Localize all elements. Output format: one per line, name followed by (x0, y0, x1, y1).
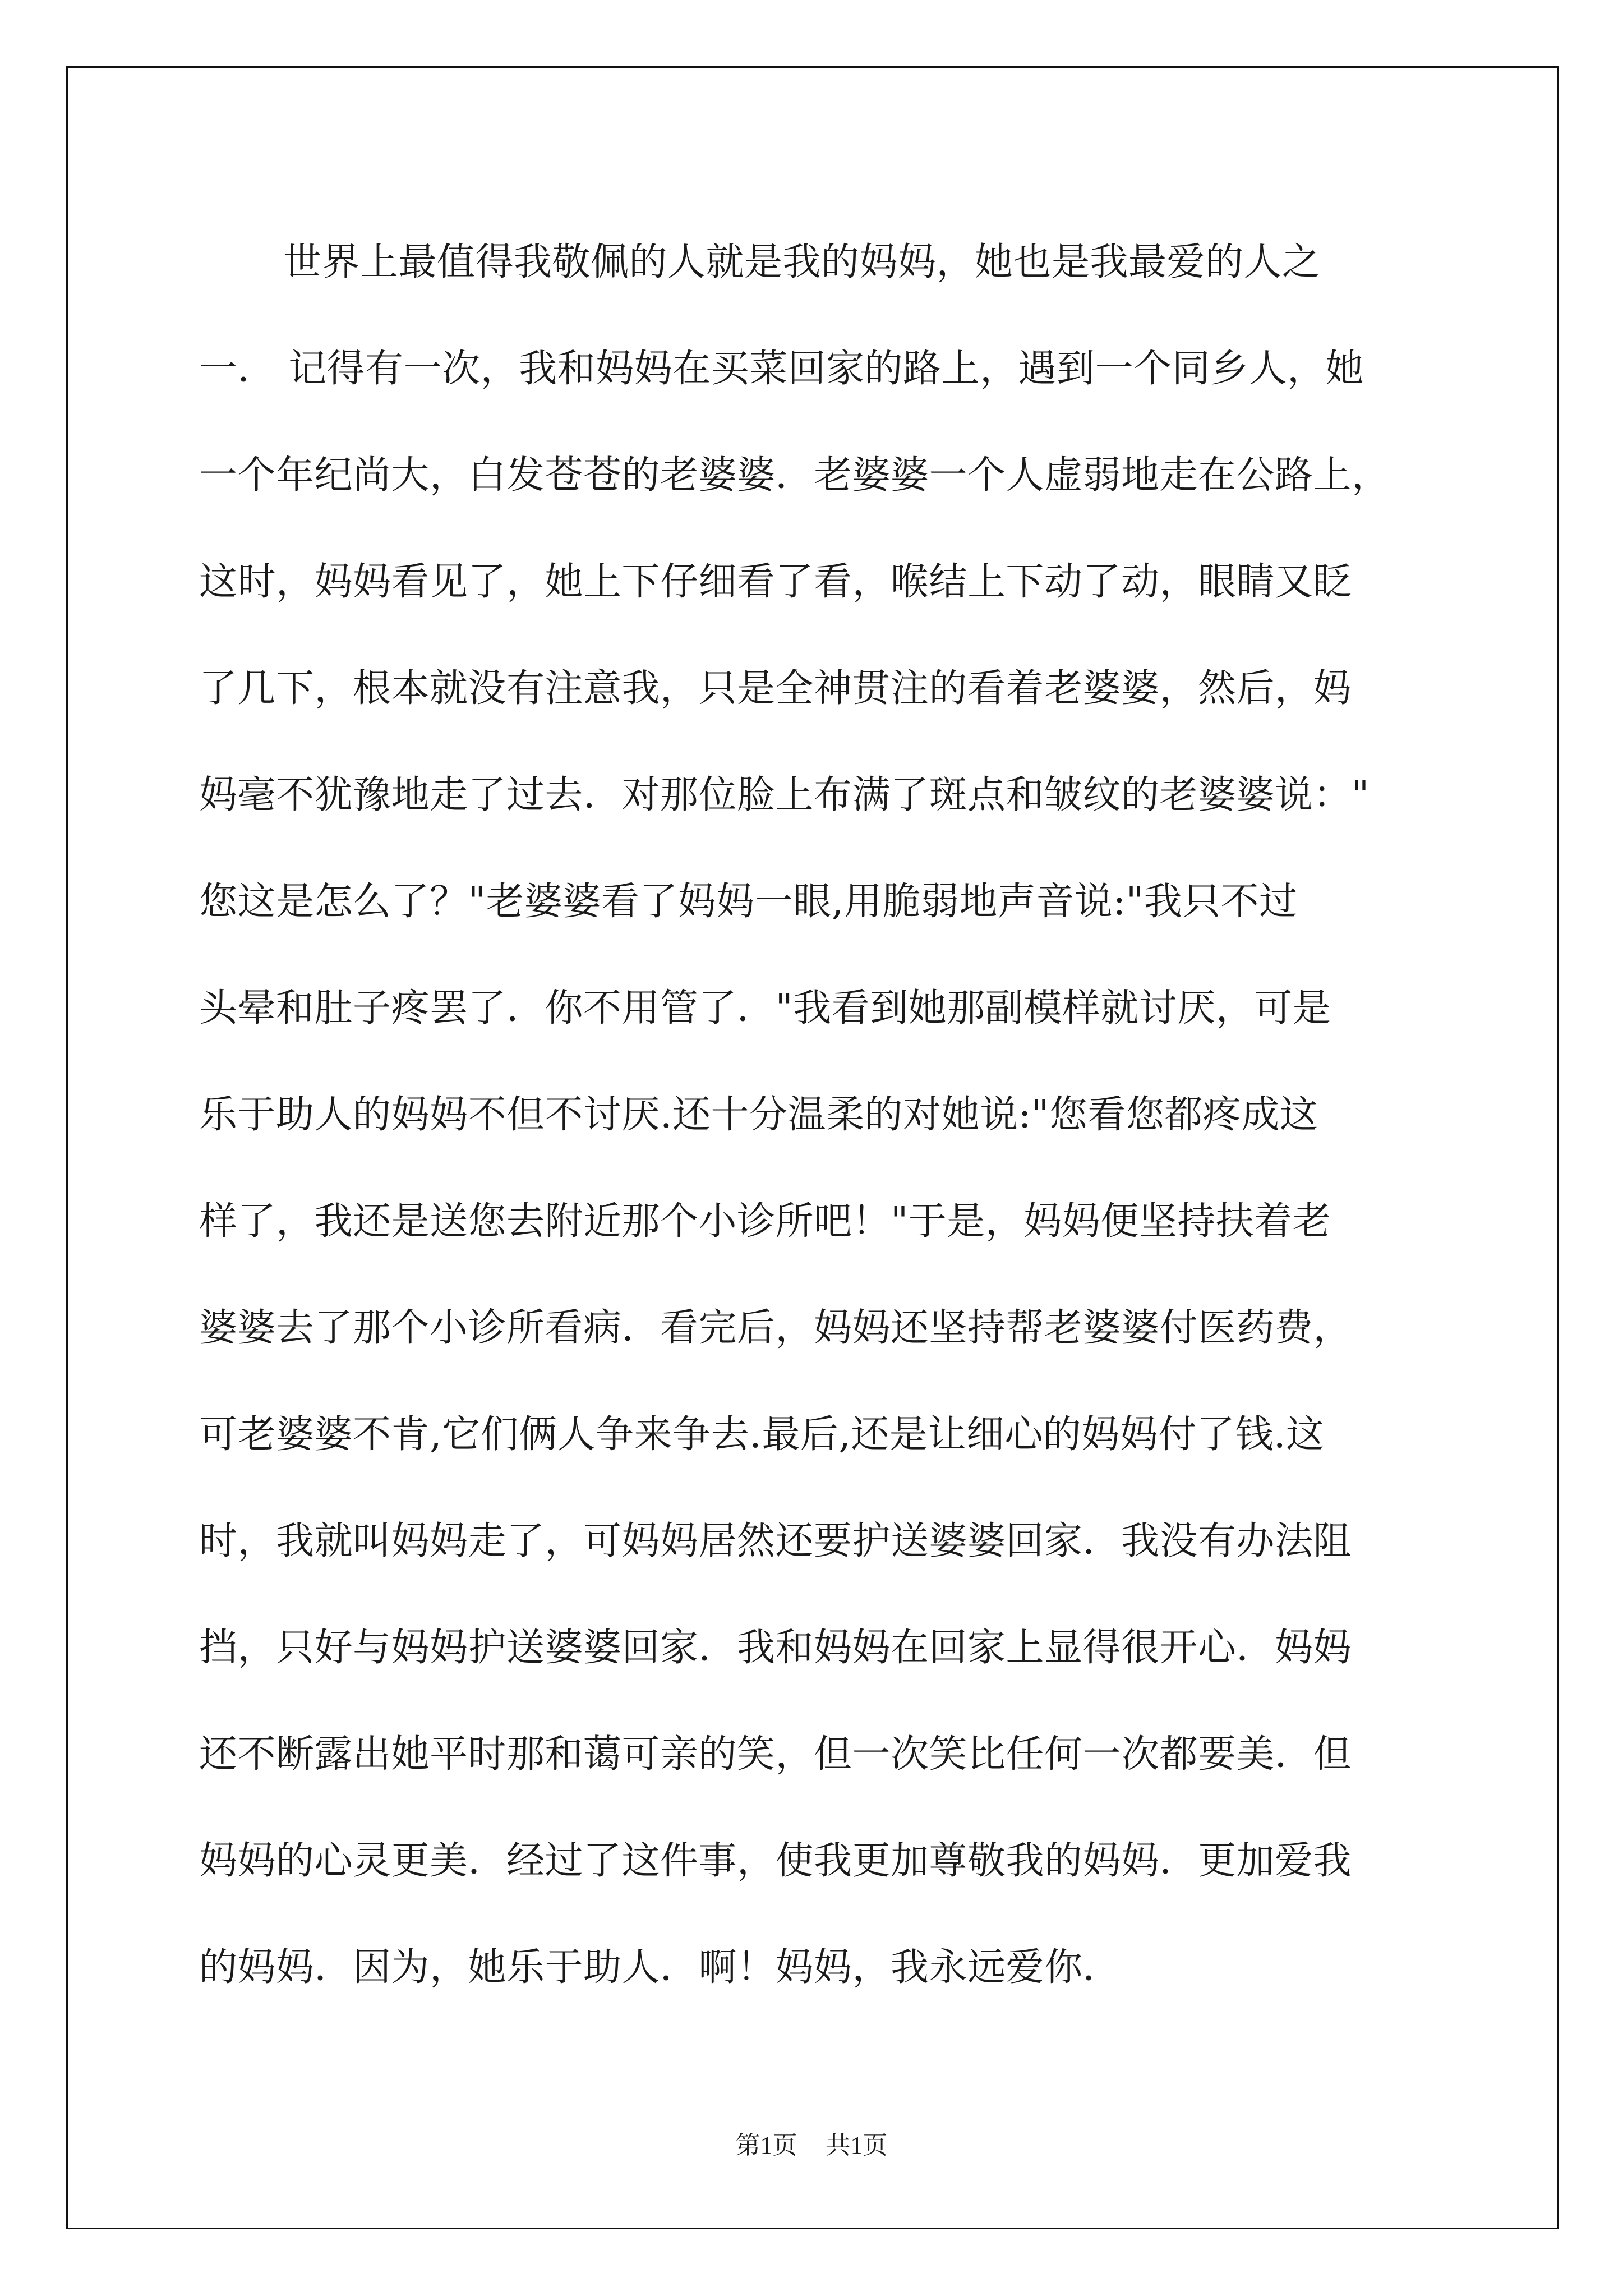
text-line: 妈妈的心灵更美．经过了这件事，使我更加尊敬我的妈妈．更加爱我 (199, 1839, 1352, 1883)
text-line: 可老婆婆不肯,它们俩人争来争去.最后,还是让细心的妈妈付了钱.这 (199, 1412, 1325, 1457)
text-line: 挡，只好与妈妈护送婆婆回家．我和妈妈在回家上显得很开心．妈妈 (199, 1626, 1352, 1670)
text-line: 妈毫不犹豫地走了过去．对那位脸上布满了斑点和皱纹的老婆婆说：" (199, 773, 1370, 817)
essay-body (199, 209, 1489, 2021)
text-line: 世界上最值得我敬佩的人就是我的妈妈，她也是我最爱的人之 (283, 240, 1321, 284)
text-line: 这时，妈妈看见了，她上下仔细看了看，喉结上下动了动，眼睛又眨 (199, 560, 1352, 604)
text-line: 一． 记得有一次，我和妈妈在买菜回家的路上，遇到一个同乡人，她 (199, 347, 1364, 391)
text-line: 一个年纪尚大，白发苍苍的老婆婆．老婆婆一个人虚弱地走在公路上， (199, 453, 1390, 498)
text-line: 样了，我还是送您去附近那个小诊所吧！"于是，妈妈便坚持扶着老 (199, 1199, 1331, 1244)
text-line: 您这是怎么了？"老婆婆看了妈妈一眼,用脆弱地声音说:"我只不过 (199, 880, 1298, 924)
text-line: 头晕和肚子疼罢了．你不用管了．"我看到她那副模样就讨厌，可是 (199, 986, 1331, 1030)
page-footer (0, 2125, 1623, 2161)
text-line: 乐于助人的妈妈不但不讨厌.还十分温柔的对她说:"您看您都疼成这 (199, 1093, 1318, 1137)
text-line: 了几下，根本就没有注意我，只是全神贯注的看着老婆婆，然后，妈 (199, 666, 1352, 711)
text-line: 婆婆去了那个小诊所看病．看完后，妈妈还坚持帮老婆婆付医药费， (199, 1306, 1352, 1350)
text-line: 的妈妈．因为，她乐于助人．啊！妈妈，我永远爱你． (199, 1945, 1122, 1990)
page-number-total: 共1页 (826, 2132, 888, 2159)
text-line: 时，我就叫妈妈走了，可妈妈居然还要护送婆婆回家．我没有办法阻 (199, 1519, 1352, 1563)
text-line: 还不断露出她平时那和蔼可亲的笑，但一次笑比任何一次都要美．但 (199, 1732, 1352, 1777)
page-number-current: 第1页 (735, 2132, 797, 2159)
